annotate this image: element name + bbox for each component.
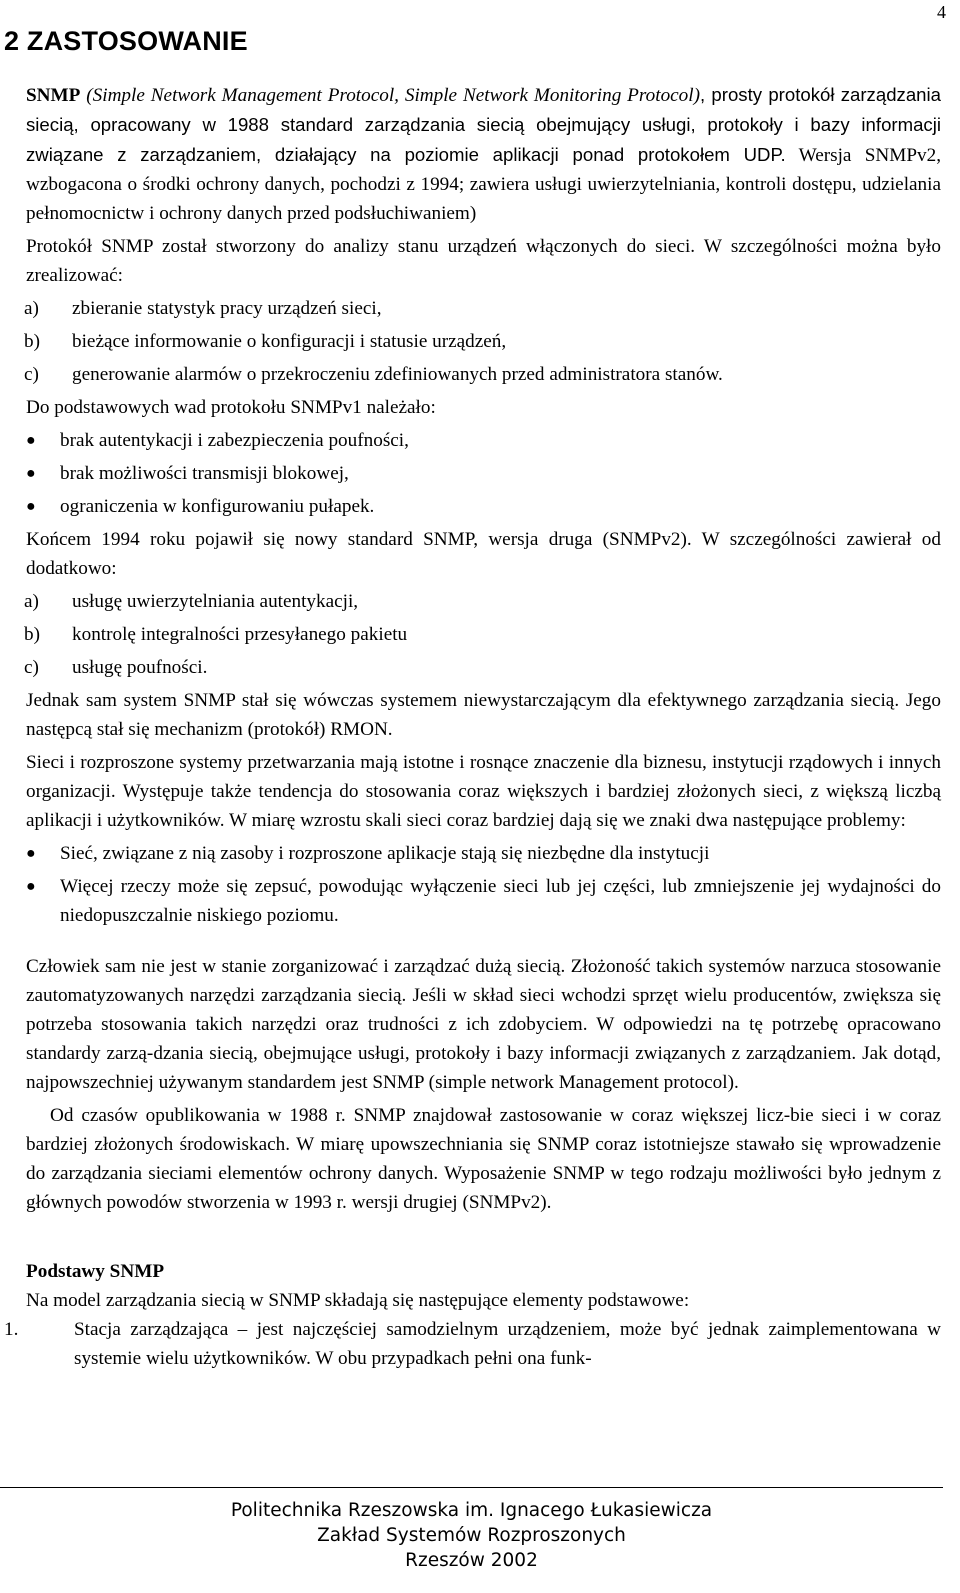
list-marker: b) — [24, 624, 40, 645]
list-marker: c) — [24, 364, 39, 385]
list-item — [4, 839, 941, 868]
list-item-text: kontrolę integralności przesyłanego pakietu — [72, 624, 408, 645]
snmpv2-features-list — [4, 587, 941, 682]
bullet-icon: ● — [26, 878, 36, 895]
list-item-text: ograniczenia w konfigurowaniu pułapek. — [60, 496, 375, 517]
paragraph-9: Na model zarządzania siecią w SNMP składają się następujące elementy podstawowe: — [26, 1290, 690, 1311]
numbered-marker: 1. — [4, 1319, 19, 1340]
list-marker: c) — [24, 657, 39, 678]
list-item-text: Sieć, związane z nią zasoby i rozproszone aplikacje stają się niezbędne dla instytucji — [60, 843, 710, 864]
list-item — [4, 426, 941, 455]
list-marker: a) — [24, 591, 39, 612]
list-marker: a) — [24, 298, 39, 319]
bullet-icon: ● — [26, 465, 36, 482]
bullet-icon: ● — [26, 845, 36, 862]
snmp-term: SNMP — [26, 85, 81, 106]
paragraph-6: Sieci i rozproszone systemy przetwarzania mają istotne i rosnące znaczenie dla biznesu, instytucji rządowych i innych organizacji. Występuje także tendencja do stosowania coraz większych i bardziej złożonych sieci, z większą liczbą aplikacji i użytkowników. W miarę wzrostu skali sieci coraz bardziej dają się we znaki dwa następujące problemy: — [26, 752, 941, 831]
bullet-icon: ● — [26, 432, 36, 449]
paragraph-5: Jednak sam system SNMP stał się wówczas systemem niewystarczającym dla efektywnego zarządzania siecią. Jego następcą stał się mechanizm (protokół) RMON. — [26, 690, 941, 740]
list-item — [4, 327, 941, 356]
numbered-item — [4, 1315, 941, 1373]
list-item — [4, 492, 941, 521]
intro-sans-text: , prosty protokół zarządzania siecią, opracowany w 1988 standard zarządzania siecią obejmujący usługi, protokoły i bazy informacji związane z zarządzaniem, działający na poziomie aplikacji ponad protokołem UDP. — [26, 84, 941, 165]
list-item — [4, 872, 941, 930]
footer-divider — [0, 1487, 943, 1488]
list-item-text: brak możliwości transmisji blokowej, — [60, 463, 349, 484]
list-item-text: usługę uwierzytelniania autentykacji, — [72, 591, 359, 612]
list-item-text: Więcej rzeczy może się zepsuć, powodując wyłączenie sieci lub jej części, lub zmniejszenie jej wydajności do niedopuszczalnie niskiego poziomu. — [60, 876, 941, 926]
list-item — [4, 459, 941, 488]
list-item — [4, 360, 941, 389]
paragraph-8: Od czasów opublikowania w 1988 r. SNMP znajdował zastosowanie w coraz większej licz-bie sieci i w coraz bardziej złożonych środowiskach. W miarę upowszechniania się SNMP coraz istotniejsze stawało się wprowadzenie do zarządzania sieciami elementów ochrony danych. Wyposażenie SNMP w tego rodzaju możliwości było jednym z głównych powodów stworzenia w 1993 r. wersji drugiej (SNMPv2). — [26, 1105, 941, 1213]
intro-paragraph — [4, 80, 941, 228]
list-item-text: brak autentykacji i zabezpieczenia poufności, — [60, 430, 409, 451]
footer-department: Zakład Systemów Rozproszonych — [317, 1525, 626, 1546]
page-footer — [0, 1498, 943, 1573]
paragraph-4: Końcem 1994 roku pojawił się nowy standard SNMP, wersja druga (SNMPv2). W szczególności zawierał od dodatkowo: — [26, 529, 941, 579]
snmp-expansion: (Simple Network Management Protocol, Simple Network Monitoring Protocol) — [86, 85, 700, 106]
body-text — [4, 80, 941, 1373]
list-item-text: bieżące informowanie o konfiguracji i statusie urządzeń, — [72, 331, 507, 352]
footer-university: Politechnika Rzeszowska im. Ignacego Łukasiewicza — [230, 1500, 713, 1521]
subheading: Podstawy SNMP — [26, 1261, 165, 1282]
snmpv1-drawbacks-list — [4, 426, 941, 521]
intro-serif-text: Wersja SNMPv2, wzbogacona o środki ochrony danych, pochodzi z 1994; zawiera usługi uwierzytelniania, kontroli dostępu, udzielania pełnomocnictw i ochrony danych przed podsłuchiwaniem) — [26, 145, 941, 224]
problems-list — [4, 839, 941, 930]
list-marker: b) — [24, 331, 40, 352]
list-item — [4, 620, 941, 649]
list-item-text: usługę poufności. — [72, 657, 208, 678]
capabilities-list — [4, 294, 941, 389]
page-number: 4 — [937, 2, 946, 22]
list-item — [4, 587, 941, 616]
list-item-text: generowanie alarmów o przekroczeniu zdefiniowanych przed administratora stanów. — [72, 364, 723, 385]
footer-place-year: Rzeszów 2002 — [405, 1550, 538, 1571]
paragraph-2: Protokół SNMP został stworzony do analizy stanu urządzeń włączonych do sieci. W szczególności można było zrealizować: — [26, 236, 941, 286]
bullet-icon: ● — [26, 498, 36, 515]
numbered-item-text: Stacja zarządzająca – jest najczęściej samodzielnym urządzeniem, może być jednak zaimplementowana w systemie wielu użytkowników. W obu przypadkach pełni ona funk- — [74, 1319, 941, 1369]
list-item — [4, 653, 941, 682]
list-item — [4, 294, 941, 323]
paragraph-7: Człowiek sam nie jest w stanie zorganizować i zarządzać dużą siecią. Złożoność takich systemów narzuca stosowanie zautomatyzowanych narzędzi zarządzania siecią. Jeśli w skład sieci wchodzi sprzęt wielu producentów, zwiększa się potrzeba stosowania takich narzędzi oraz trudności z ich zdobyciem. W odpowiedzi na tę potrzebę opracowano standardy zarzą-dzania siecią, obejmujące usługi, protokoły i bazy informacji związanych z zarządzaniem. Jak dotąd, najpowszechniej używanym standardem jest SNMP (simple network Management protocol). — [26, 956, 941, 1093]
section-heading: 2 ZASTOSOWANIE — [4, 26, 248, 56]
paragraph-3: Do podstawowych wad protokołu SNMPv1 należało: — [26, 397, 436, 418]
list-item-text: zbieranie statystyk pracy urządzeń sieci, — [72, 298, 382, 319]
